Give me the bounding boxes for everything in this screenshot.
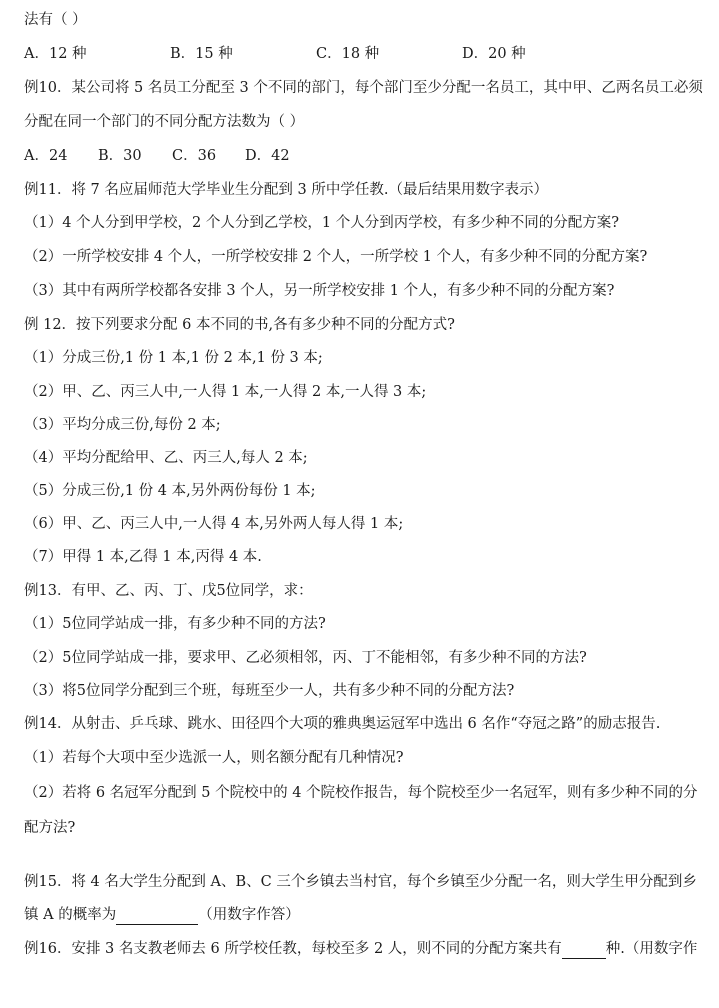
option-a: A．24 [24, 148, 68, 164]
option-d: D．42 [245, 148, 290, 164]
q16-line [24, 939, 697, 959]
line-14: （7）甲得 1 本,乙得 1 本,丙得 4 本. [24, 549, 262, 565]
q15-text-before: 镇 A 的概率为 [24, 907, 117, 923]
q16-text-before: 例16．安排 3 名支教老师去 6 所学校任教，每校至多 2 人，则不同的分配方案共有 [24, 941, 562, 957]
line-5: （2）一所学校安排 4 个人，一所学校安排 2 个人，一所学校 1 个人，有多少种不同的分配方案? [24, 249, 648, 265]
q15-text-after: （用数字作答） [198, 907, 300, 923]
line-1: 例10．某公司将 5 名员工分配至 3 个不同的部门，每个部门至少分配一名员工，其中甲、乙两名员工必须 [24, 80, 703, 96]
line-11: （4）平均分配给甲、乙、丙三人,每人 2 本; [24, 450, 308, 466]
line-18: （3）将5位同学分配到三个班，每班至少一人，共有多少种不同的分配方法? [24, 683, 515, 699]
line-20: （1）若每个大项中至少选派一人，则名额分配有几种情况? [24, 750, 404, 766]
line-22: 配方法? [24, 820, 76, 836]
line-4: （1）4 个人分到甲学校，2 个人分到乙学校，1 个人分到丙学校，有多少种不同的分配方案? [24, 215, 619, 231]
option-d: D．20 种 [462, 46, 526, 62]
line-10: （3）平均分成三份,每份 2 本; [24, 417, 221, 433]
option-b: B．30 [98, 148, 142, 164]
line-19: 例14．从射击、乒乓球、跳水、田径四个大项的雅典奥运冠军中选出 6 名作“夺冠之路”的励志报告. [24, 716, 661, 732]
q15-line-1: 例15．将 4 名大学生分配到 A、B、C 三个乡镇去当村官，每个乡镇至少分配一名，则大学生甲分配到乡 [24, 874, 697, 890]
line-17: （2）5位同学站成一排，要求甲、乙必须相邻，丙、丁不能相邻，有多少种不同的方法? [24, 650, 587, 666]
line-9: （2）甲、乙、丙三人中,一人得 1 本,一人得 2 本,一人得 3 本; [24, 384, 427, 400]
option-b: B．15 种 [170, 46, 233, 62]
line-12: （5）分成三份,1 份 4 本,另外两份每份 1 本; [24, 483, 316, 499]
line-16: （1）5位同学站成一排，有多少种不同的方法? [24, 616, 326, 632]
option-a: A．12 种 [24, 46, 87, 62]
answer-blank[interactable] [116, 908, 198, 925]
line-0: 法有（ ） [24, 12, 87, 28]
option-c: C．36 [172, 148, 217, 164]
line-15: 例13．有甲、乙、丙、丁、戊5位同学，求： [24, 583, 313, 599]
q16-text-after: 种.（用数字作 [605, 941, 698, 957]
line-21: （2）若将 6 名冠军分配到 5 个院校中的 4 个院校作报告，每个院校至少一名冠军，则有多少种不同的分 [24, 785, 698, 801]
answer-blank[interactable] [562, 942, 606, 959]
q15-line-2 [24, 905, 300, 925]
line-3: 例11．将 7 名应届师范大学毕业生分配到 3 所中学任教.（最后结果用数字表示） [24, 182, 548, 198]
line-7: 例 12．按下列要求分配 6 本不同的书,各有多少种不同的分配方式? [24, 317, 455, 333]
line-6: （3）其中有两所学校都各安排 3 个人，另一所学校安排 1 个人，有多少种不同的分配方案? [24, 283, 615, 299]
line-2: 分配在同一个部门的不同分配方法数为（ ） [24, 114, 305, 130]
line-8: （1）分成三份,1 份 1 本,1 份 2 本,1 份 3 本; [24, 350, 323, 366]
line-13: （6）甲、乙、丙三人中,一人得 4 本,另外两人每人得 1 本; [24, 516, 404, 532]
option-c: C．18 种 [316, 46, 380, 62]
